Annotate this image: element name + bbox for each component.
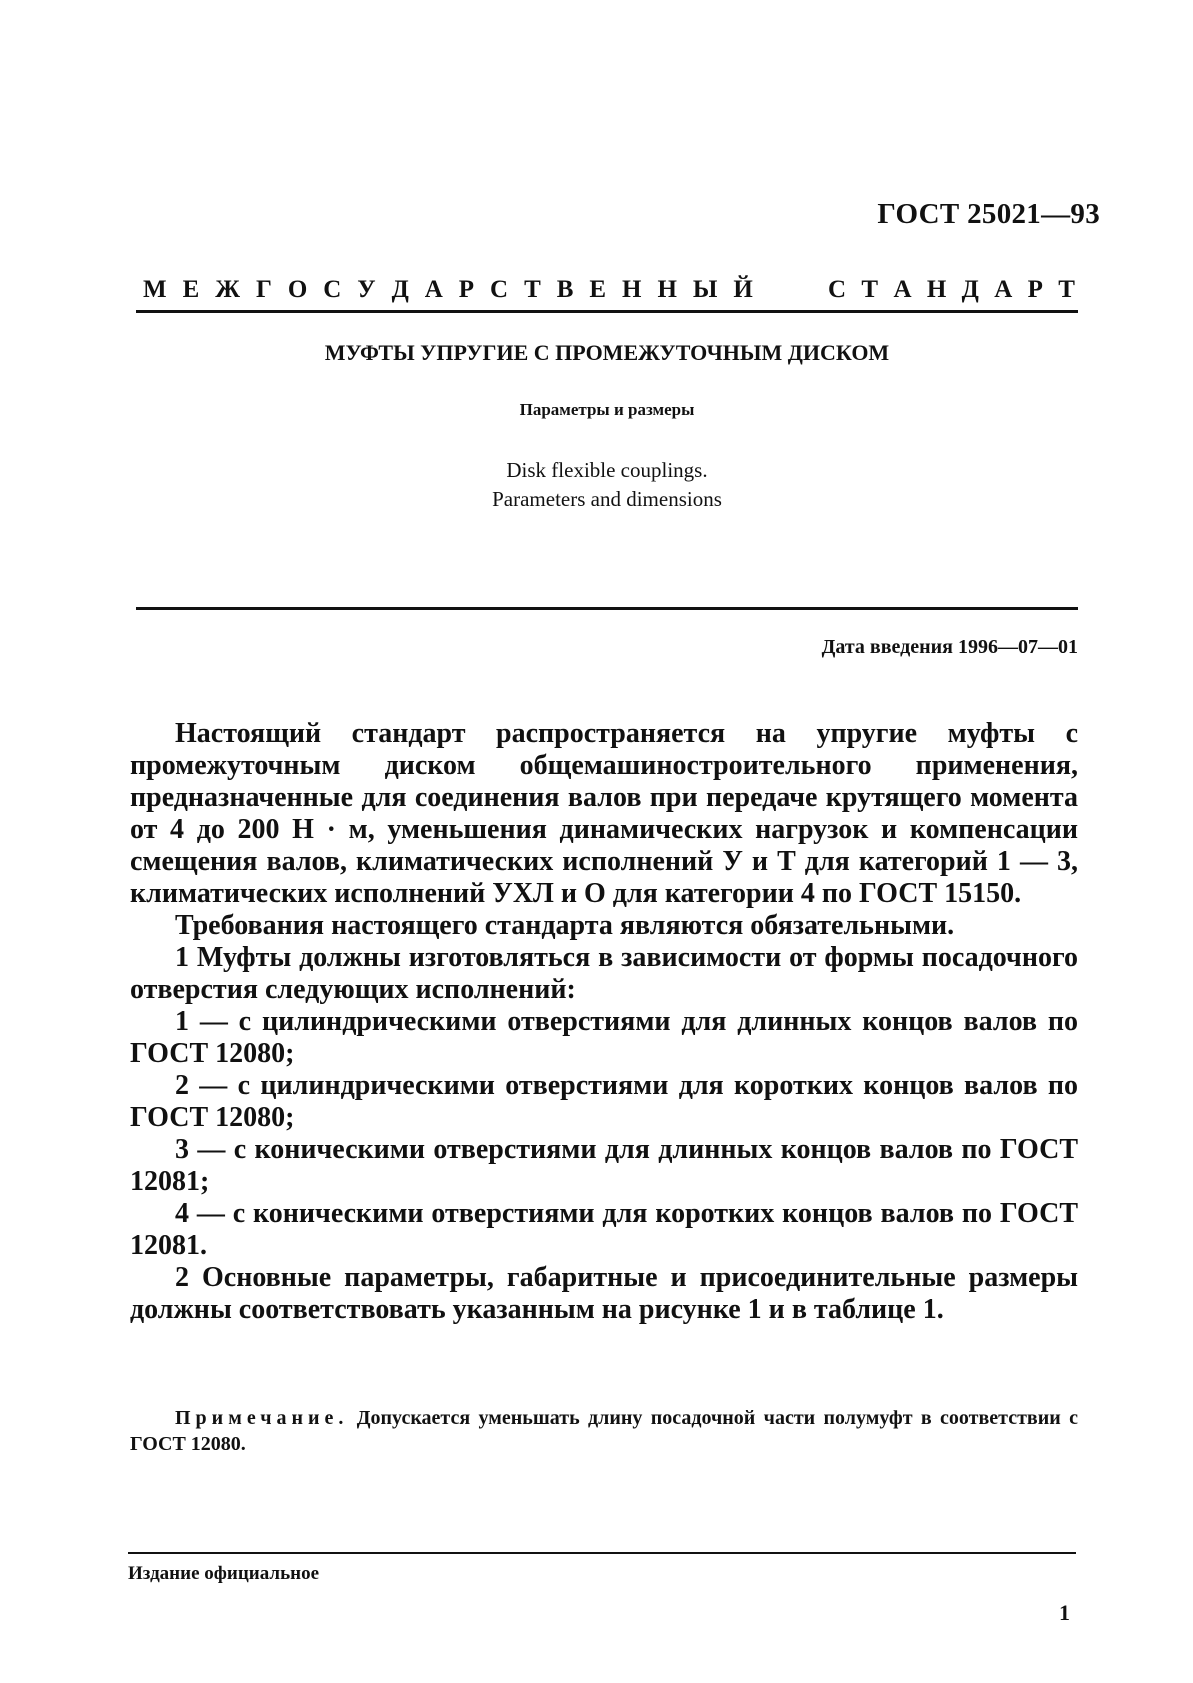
- header-letter: Т: [1058, 276, 1075, 303]
- header-letter: Р: [458, 276, 475, 303]
- header-letter: С: [828, 276, 847, 303]
- header-letter: М: [143, 276, 167, 303]
- title-divider: [136, 607, 1078, 610]
- header-letter: В: [556, 276, 574, 303]
- body-text: [130, 718, 1078, 1326]
- page-number: 1: [1059, 1600, 1070, 1625]
- header-letter: Ы: [692, 276, 718, 303]
- introduction-date: Дата введения 1996—07—01: [821, 636, 1078, 658]
- header-letter: Д: [961, 276, 979, 303]
- header-letter: Т: [861, 276, 879, 303]
- paragraph-scope: Настоящий стандарт распространяется на упругие муфты с промежуточным диском общемашиностроительного применения, предназначенные для соединения валов при передаче крутящего момента от 4 до 200 Н · м, уменьшения динамических нагрузок и компенсации смещения валов, климатических исполнений У и Т для категорий 1 — 3, климатических исполнений УХЛ и О для категории 4 по ГОСТ 15150.: [130, 718, 1078, 909]
- header-letter: О: [287, 276, 308, 303]
- english-title-line-1: Disk flexible couplings.: [506, 458, 708, 482]
- paragraph-clause-1: 1 Муфты должны изготовляться в зависимости от формы посадочного отверстия следующих исполнений:: [130, 942, 1078, 1005]
- paragraph-clause-2: 2 Основные параметры, габаритные и присоединительные размеры должны соответствовать указанным на рисунке 1 и в таблице 1.: [130, 1262, 1078, 1325]
- document-title: МУФТЫ УПРУГИЕ С ПРОМЕЖУТОЧНЫМ ДИСКОМ: [324, 340, 890, 365]
- header-letter: А: [893, 276, 912, 303]
- header-letter: Т: [524, 276, 541, 303]
- header-letter: Г: [255, 276, 272, 303]
- note-text: Допускается уменьшать длину посадочной части полумуфт в соответствии с ГОСТ 12080.: [130, 1407, 1078, 1455]
- header-letter: У: [357, 276, 376, 303]
- footer-divider: [128, 1552, 1076, 1554]
- header-letter: Н: [657, 276, 677, 303]
- header-letter: А: [424, 276, 443, 303]
- header-letter: А: [994, 276, 1013, 303]
- list-item-version-2: 2 — с цилиндрическими отверстиями для коротких концов валов по ГОСТ 12080;: [130, 1070, 1078, 1133]
- note-label: Примечание.: [175, 1407, 349, 1429]
- header-letter: Н: [926, 276, 947, 303]
- standard-type-word-standard: [828, 276, 1075, 304]
- header-divider: [136, 310, 1078, 313]
- document-number: ГОСТ 25021—93: [877, 198, 1100, 230]
- english-title-line-2: Parameters and dimensions: [492, 487, 722, 511]
- list-item-version-3: 3 — с коническими отверстиями для длинных концов валов по ГОСТ 12081;: [130, 1134, 1078, 1197]
- english-title: [136, 456, 1078, 514]
- header-letter: С: [490, 276, 509, 303]
- header-letter: Ж: [215, 276, 240, 303]
- paragraph-mandatory: Требования настоящего стандарта являются обязательными.: [175, 910, 955, 941]
- standard-type-word-interstate: [143, 276, 753, 304]
- header-letter: Н: [622, 276, 642, 303]
- header-letter: Е: [589, 276, 607, 303]
- header-letter: Й: [733, 276, 753, 303]
- edition-label: Издание официальное: [128, 1563, 320, 1584]
- header-letter: Р: [1027, 276, 1043, 303]
- note: [130, 1405, 1078, 1457]
- header-letter: Д: [391, 276, 409, 303]
- header-letter: С: [323, 276, 342, 303]
- standard-type-header: [143, 270, 1075, 310]
- list-item-version-4: 4 — с коническими отверстиями для коротких концов валов по ГОСТ 12081.: [130, 1198, 1078, 1261]
- document-subtitle: Параметры и размеры: [519, 400, 695, 419]
- list-item-version-1: 1 — с цилиндрическими отверстиями для длинных концов валов по ГОСТ 12080;: [130, 1006, 1078, 1069]
- header-letter: Е: [182, 276, 200, 303]
